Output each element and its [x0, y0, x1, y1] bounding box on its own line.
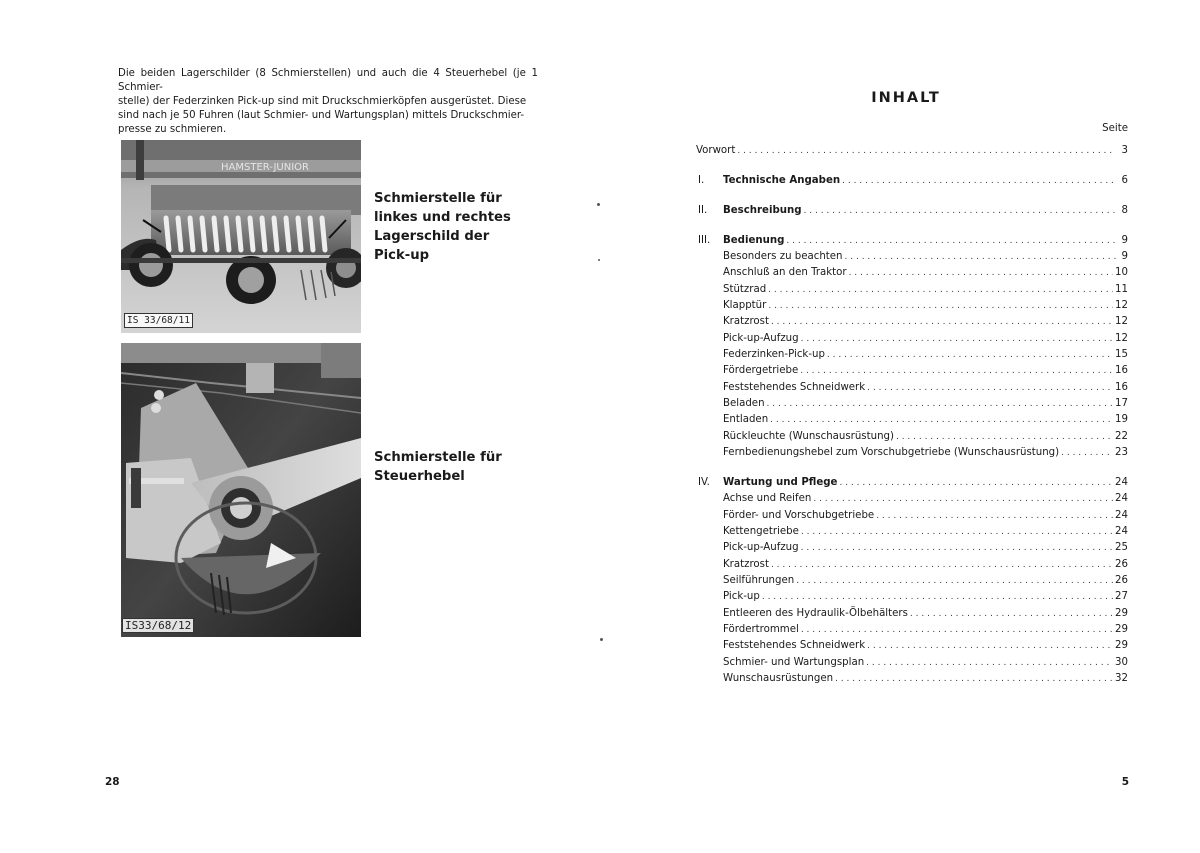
toc-entry-page: 9: [1121, 234, 1128, 246]
toc-leader-dots: [867, 380, 1113, 396]
toc-leader-dots: [771, 557, 1113, 573]
toc-leader-dots: [866, 655, 1113, 671]
toc-entry-page: 32: [1115, 672, 1128, 684]
toc-entry-page: 19: [1115, 414, 1128, 426]
toc-entry-page: 26: [1115, 558, 1128, 570]
toc-entry-title: Seilführungen: [723, 574, 795, 586]
toc-leader-dots: [801, 331, 1113, 347]
caption-line: linkes und rechtes: [374, 210, 511, 225]
caption-line: Schmierstelle für: [374, 191, 502, 206]
toc-entry-title: Besonders zu beachten: [723, 250, 843, 262]
brand-lettering: HAMSTER-JUNIOR: [221, 162, 309, 173]
toc-leader-dots: [801, 540, 1113, 556]
toc-entry-page: 9: [1121, 250, 1128, 262]
toc-entry: [696, 249, 1128, 265]
toc-leader-dots: [786, 233, 1116, 249]
toc-entry: [696, 331, 1128, 347]
toc-entry: [696, 622, 1128, 638]
toc-entry-number: III.: [698, 234, 711, 246]
lever-photo-illustration: [121, 343, 361, 637]
toc-entry-title: Beladen: [723, 397, 765, 409]
toc-entry-page: 24: [1115, 493, 1128, 505]
toc-leader-dots: [867, 638, 1113, 654]
toc-leader-dots: [771, 314, 1113, 330]
toc-entry-page: 26: [1115, 574, 1128, 586]
toc-leader-dots: [849, 265, 1113, 281]
toc-leader-dots: [896, 429, 1113, 445]
photo-plate-label: IS 33/68/11: [124, 313, 193, 328]
toc-entry-page: 11: [1115, 283, 1128, 295]
toc-entry: [696, 540, 1128, 556]
toc-entry: [696, 524, 1128, 540]
toc-entry-page: 29: [1115, 623, 1128, 635]
toc-entry-title: Federzinken-Pick-up: [723, 348, 825, 360]
right-page: [600, 0, 1200, 853]
toc-section-gap: [696, 219, 1128, 233]
toc-entry: [696, 173, 1128, 189]
table-of-contents: [696, 143, 1128, 687]
toc-entry: [696, 606, 1128, 622]
control-lever-photo: [121, 343, 361, 637]
toc-entry-title: Pick-up: [723, 591, 760, 603]
toc-section-gap: [696, 461, 1128, 475]
toc-entry-page: 15: [1115, 348, 1128, 360]
toc-entry-title: Entleeren des Hydraulik-Ölbehälters: [723, 607, 908, 619]
toc-entry-page: 16: [1115, 365, 1128, 377]
toc-entry-page: 16: [1115, 381, 1128, 393]
toc-section-gap: [696, 159, 1128, 173]
pickup-bearing-photo: [121, 140, 361, 333]
toc-entry-page: 29: [1115, 607, 1128, 619]
toc-entry: [696, 143, 1128, 159]
toc-entry: [696, 638, 1128, 654]
toc-entry-title: Entladen: [723, 414, 769, 426]
toc-entry: [696, 380, 1128, 396]
caption-line: Schmierstelle für: [374, 450, 502, 465]
toc-entry-title: Anschluß an den Traktor: [723, 267, 847, 279]
toc-section-gap: [696, 189, 1128, 203]
page-column-label: Seite: [1102, 123, 1128, 134]
toc-entry: [696, 429, 1128, 445]
toc-leader-dots: [804, 203, 1116, 219]
toc-entry-page: 10: [1115, 267, 1128, 279]
toc-entry-title: Feststehendes Schneidwerk: [723, 381, 866, 393]
toc-entry: [696, 298, 1128, 314]
toc-entry-page: 27: [1115, 591, 1128, 603]
toc-entry-number: II.: [698, 204, 708, 216]
toc-entry: [696, 445, 1128, 461]
toc-entry-page: 8: [1121, 204, 1128, 216]
toc-leader-dots: [767, 396, 1114, 412]
toc-entry: [696, 475, 1128, 491]
toc-entry-title: Bedienung: [723, 234, 785, 246]
toc-entry: [696, 491, 1128, 507]
toc-entry-title: Fernbedienungshebel zum Vorschubgetriebe (Wunschausrüstung): [723, 447, 1060, 458]
intro-line: Die beiden Lagerschilder (8 Schmierstellen) und auch die 4 Steuerhebel (je 1 Schmier-: [118, 68, 538, 93]
toc-leader-dots: [827, 347, 1113, 363]
toc-leader-dots: [737, 143, 1116, 159]
toc-entry-title: Fördergetriebe: [723, 365, 799, 377]
toc-entry-page: 12: [1115, 332, 1128, 344]
caption-bearing-shield: [374, 189, 534, 265]
toc-entry-page: 17: [1115, 397, 1128, 409]
toc-title: INHALT: [871, 90, 941, 106]
toc-entry-title: Beschreibung: [723, 204, 802, 216]
toc-entry-page: 30: [1115, 656, 1128, 668]
toc-entry: [696, 671, 1128, 687]
toc-leader-dots: [910, 606, 1113, 622]
toc-entry-title: Fördertrommel: [723, 623, 799, 635]
caption-line: Steuerhebel: [374, 469, 465, 484]
toc-entry-page: 3: [1121, 145, 1128, 156]
toc-entry: [696, 347, 1128, 363]
toc-entry-title: Wunschausrüstungen: [723, 672, 834, 684]
toc-leader-dots: [842, 173, 1116, 189]
toc-entry-title: Kratzrost: [723, 316, 769, 328]
toc-entry-number: IV.: [698, 476, 710, 488]
page-number: 5: [1121, 776, 1129, 788]
toc-leader-dots: [1061, 445, 1113, 461]
toc-entry-title: Klapptür: [723, 299, 767, 311]
toc-entry: [696, 573, 1128, 589]
toc-entry-title: Feststehendes Schneidwerk: [723, 640, 866, 652]
toc-entry-page: 6: [1121, 174, 1128, 186]
toc-entry: [696, 265, 1128, 281]
toc-entry-title: Pick-up-Aufzug: [723, 332, 799, 344]
toc-leader-dots: [796, 573, 1113, 589]
toc-entry: [696, 508, 1128, 524]
toc-leader-dots: [800, 363, 1113, 379]
toc-entry: [696, 233, 1128, 249]
toc-leader-dots: [839, 475, 1113, 491]
photo-plate-label: IS33/68/12: [122, 618, 194, 633]
toc-entry-title: Stützrad: [723, 283, 767, 295]
toc-entry-page: 12: [1115, 316, 1128, 328]
toc-entry-page: 29: [1115, 640, 1128, 652]
toc-leader-dots: [845, 249, 1116, 265]
toc-entry-title: Rückleuchte (Wunschausrüstung): [723, 430, 894, 442]
toc-entry: [696, 396, 1128, 412]
toc-entry-page: 24: [1115, 525, 1128, 537]
caption-line: Lagerschild der: [374, 229, 490, 244]
toc-entry-page: 23: [1115, 447, 1128, 458]
pickup-photo-illustration: [121, 140, 361, 333]
toc-entry: [696, 314, 1128, 330]
toc-entry: [696, 282, 1128, 298]
toc-entry: [696, 655, 1128, 671]
toc-leader-dots: [770, 412, 1113, 428]
toc-entry: [696, 412, 1128, 428]
toc-entry-page: 25: [1115, 542, 1128, 554]
toc-entry-title: Kettengetriebe: [723, 525, 799, 537]
toc-entry: [696, 589, 1128, 605]
toc-leader-dots: [801, 622, 1113, 638]
toc-entry-page: 24: [1115, 509, 1128, 521]
intro-line: presse zu schmieren.: [118, 124, 227, 135]
toc-entry-title: Wartung und Pflege: [723, 476, 838, 488]
toc-leader-dots: [762, 589, 1113, 605]
toc-leader-dots: [801, 524, 1113, 540]
intro-line: sind nach je 50 Fuhren (laut Schmier- und Wartungsplan) mittels Druckschmier-: [118, 110, 525, 121]
toc-entry-page: 22: [1115, 430, 1128, 442]
toc-entry-title: Förder- und Vorschubgetriebe: [723, 509, 875, 521]
toc-entry-title: Pick-up-Aufzug: [723, 542, 799, 554]
intro-line: stelle) der Federzinken Pick-up sind mit Druckschmierköpfen ausgerüstet. Diese: [118, 96, 527, 107]
toc-entry-title: Technische Angaben: [723, 174, 841, 186]
toc-entry: [696, 363, 1128, 379]
toc-entry-number: I.: [698, 174, 705, 186]
page-number: 28: [105, 776, 120, 788]
toc-entry-title: Achse und Reifen: [723, 493, 812, 505]
toc-leader-dots: [768, 298, 1113, 314]
caption-control-lever: [374, 448, 534, 486]
toc-leader-dots: [835, 671, 1113, 687]
toc-entry-title: Vorwort: [696, 145, 736, 156]
toc-entry: [696, 203, 1128, 219]
intro-paragraph: [118, 67, 538, 137]
toc-entry-page: 24: [1115, 476, 1128, 488]
toc-entry-page: 12: [1115, 299, 1128, 311]
toc-leader-dots: [876, 508, 1113, 524]
toc-leader-dots: [813, 491, 1113, 507]
caption-line: Pick-up: [374, 248, 430, 263]
toc-entry: [696, 557, 1128, 573]
toc-entry-title: Kratzrost: [723, 558, 769, 570]
toc-entry-title: Schmier- und Wartungsplan: [723, 656, 865, 668]
toc-leader-dots: [768, 282, 1113, 298]
